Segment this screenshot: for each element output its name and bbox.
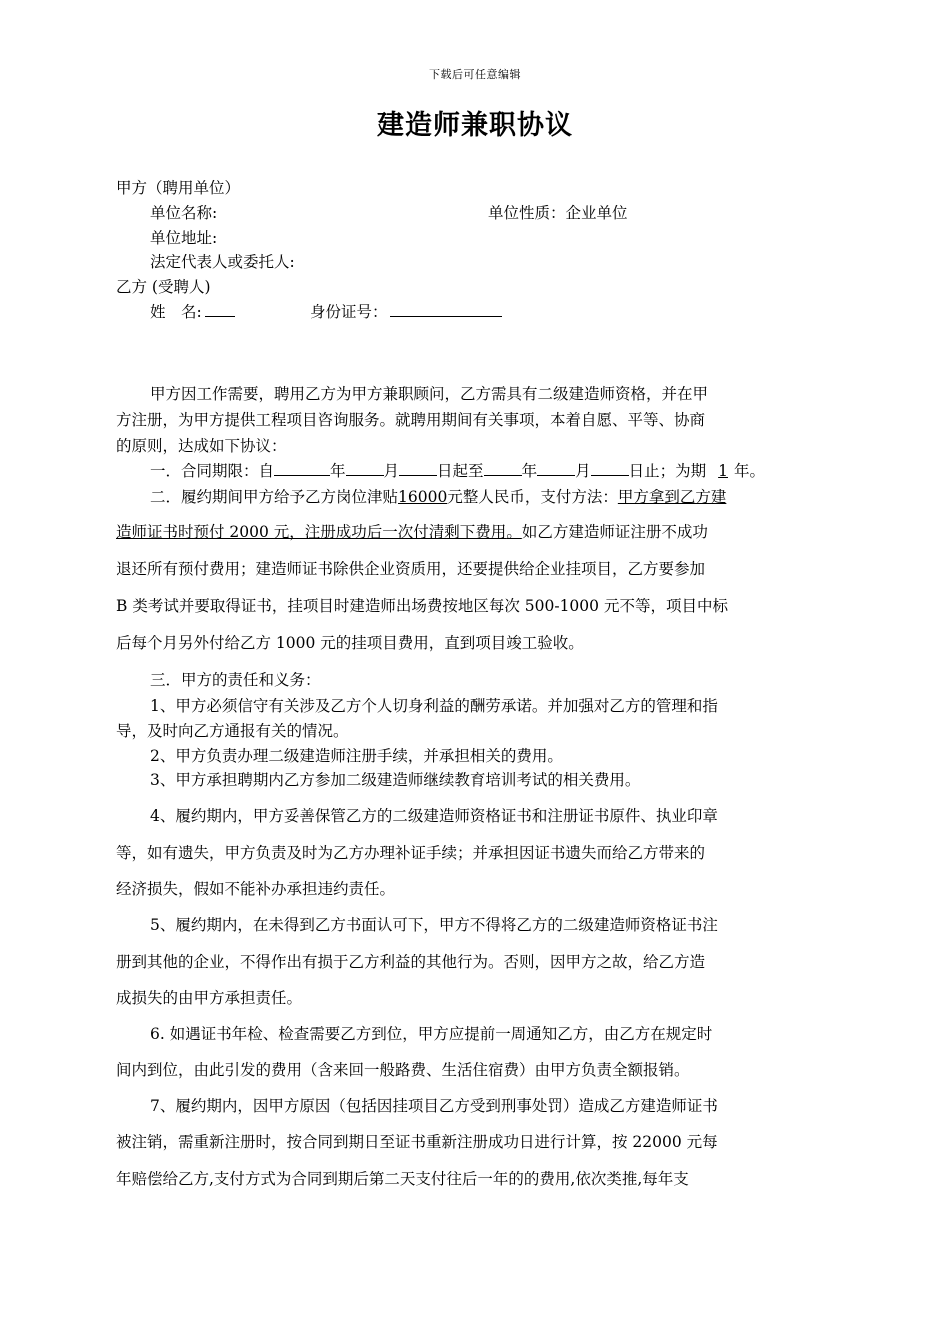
month-label: 月	[383, 462, 400, 480]
payment-method-end: 。	[506, 523, 522, 541]
day-label: 日止；为期	[628, 462, 707, 480]
unit-address-label: 单位地址:	[150, 229, 218, 247]
year-label: 年	[521, 462, 538, 480]
day-label: 日起至	[437, 462, 484, 480]
unit-nature	[488, 201, 628, 223]
clause-3-item-1b: 导，及时向乙方通报有关的情况。	[116, 722, 349, 740]
id-field	[310, 300, 502, 322]
clause-2-line-2	[116, 520, 708, 542]
end-day-blank	[591, 461, 629, 476]
clause-3-item-2: 2、甲方负责办理二级建造师注册手续，并承担相关的费用。	[150, 747, 563, 765]
clause-3-item-4c: 经济损失，假如不能补办承担违约责任。	[116, 880, 396, 898]
unit-nature-value: 企业单位	[565, 204, 628, 222]
clause-3-item-1a: 1、甲方必须信守有关涉及乙方个人切身利益的酬劳承诺。并加强对乙方的管理和指	[150, 697, 718, 715]
payment-method-start: 甲方拿到乙方建	[617, 488, 727, 506]
month-label: 月	[575, 462, 591, 480]
term-unit: 年。	[733, 462, 765, 480]
clause-3-item-7c: 年赔偿给乙方,支付方式为合同到期后第二天支付往后一年的的费用,依次类推,每年支	[116, 1170, 689, 1188]
document-title: 建造师兼职协议	[377, 110, 573, 141]
intro-line-3: 的原则，达成如下协议：	[116, 437, 287, 455]
clause-3-item-7a: 7、履约期内，因甲方原因（包括因挂项目乙方受到刑事处罚）造成乙方建造师证书	[150, 1097, 718, 1115]
start-month-blank	[346, 461, 384, 476]
name-blank	[205, 302, 235, 317]
clause-3-item-4a: 4、履约期内，甲方妥善保管乙方的二级建造师资格证书和注册证书原件、执业印章	[150, 807, 718, 825]
clause-2-line-5: 后每个月另外付给乙方 1000 元的挂项目费用，直到项目竣工验收。	[116, 634, 584, 652]
clause-1-label: 一．合同期限：自	[150, 462, 275, 480]
party-a-heading: 甲方（聘用单位）	[116, 179, 241, 197]
party-b-heading: 乙方 (受聘人)	[116, 278, 211, 296]
clause-3-heading: 三．甲方的责任和义务：	[150, 671, 321, 689]
clause-3-item-4b: 等，如有遗失，甲方负责及时为乙方办理补证手续；并承担因证书遗失而给乙方带来的	[116, 844, 706, 862]
name-label: 姓 名:	[150, 303, 202, 321]
clause-2-line-3: 退还所有预付费用；建造师证书除供企业资质用，还要提供给企业挂项目，乙方要参加	[116, 560, 706, 578]
intro-line-2: 方注册，为甲方提供工程项目咨询服务。就聘用期间有关事项，本着自愿、平等、协商	[116, 411, 706, 429]
clause-3-item-7b: 被注销，需重新注册时，按合同到期日至证书重新注册成功日进行计算，按 22000 元每	[116, 1133, 718, 1151]
allowance-amount: 16000	[398, 488, 448, 506]
id-label: 身份证号：	[310, 303, 388, 321]
id-blank	[390, 302, 502, 317]
clause-3-item-3: 3、甲方承担聘期内乙方参加二级建造师继续教育培训考试的相关费用。	[150, 771, 641, 789]
clause-3-item-5b: 册到其他的企业，不得作出有损于乙方利益的其他行为。否则，因甲方之故，给乙方造	[116, 953, 706, 971]
end-month-blank	[537, 461, 575, 476]
end-year-blank	[484, 461, 522, 476]
clause-2-line-4: B 类考试并要取得证书，挂项目时建造师出场费按地区每次 500-1000 元不等，项目中标	[116, 597, 728, 615]
legal-rep-label: 法定代表人或委托人:	[150, 253, 295, 271]
intro-line-1: 甲方因工作需要，聘用乙方为甲方兼职顾问，乙方需具有二级建造师资格，并在甲	[150, 385, 709, 403]
start-day-blank	[399, 461, 437, 476]
clause-3-item-6b: 间内到位，由此引发的费用（含来回一般路费、生活住宿费）由甲方负责全额报销。	[116, 1061, 690, 1079]
refund-start: 如乙方建造师证注册不成功	[521, 523, 708, 541]
payment-method-rest: 造师证书时预付 2000 元，注册成功后一次付清剩下费用	[116, 523, 507, 541]
clause-3-item-5c: 成损失的由甲方承担责任。	[116, 989, 303, 1007]
unit-nature-label: 单位性质：	[488, 204, 566, 222]
page-header-note: 下载后可任意编辑	[429, 68, 521, 81]
clause-3-item-6a: 6. 如遇证书年检、检查需要乙方到位，甲方应提前一周通知乙方，由乙方在规定时	[150, 1025, 713, 1043]
start-year-blank	[274, 461, 330, 476]
clause-2-line-1	[150, 485, 726, 507]
clause-1	[150, 459, 765, 481]
year-label: 年	[330, 462, 346, 480]
name-field	[150, 300, 235, 322]
clause-2-intro: 二．履约期间甲方给予乙方岗位津贴	[150, 488, 399, 506]
clause-3-item-5a: 5、履约期内，在未得到乙方书面认可下，甲方不得将乙方的二级建造师资格证书注	[150, 916, 718, 934]
payment-label: 元整人民币，支付方法：	[447, 488, 618, 506]
term-years: 1	[718, 462, 728, 480]
unit-name-label: 单位名称:	[150, 204, 218, 222]
